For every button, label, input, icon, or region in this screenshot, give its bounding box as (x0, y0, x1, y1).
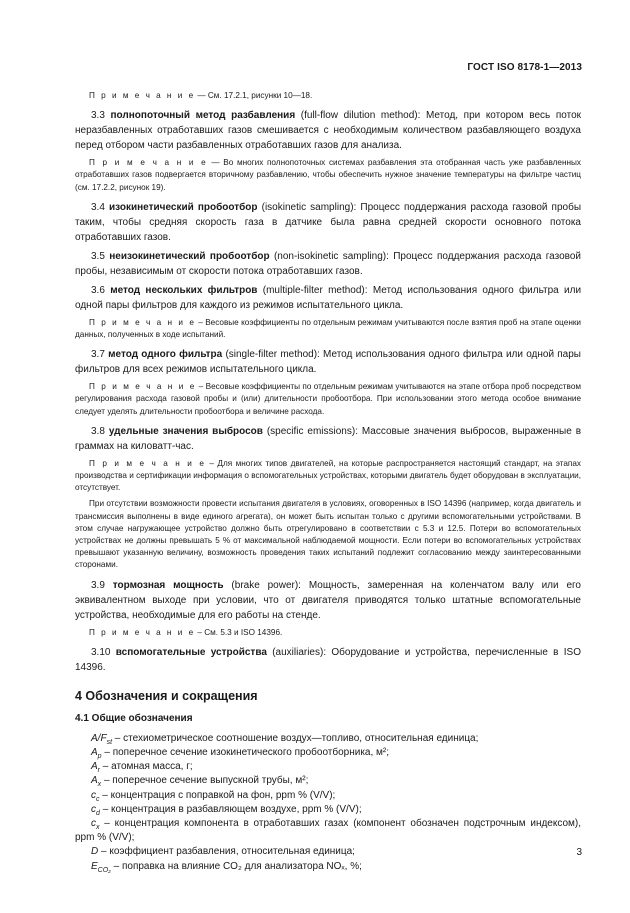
definition-number: 3.6 (91, 284, 105, 296)
symbol-item (75, 817, 581, 845)
definition-3-3 (75, 108, 581, 153)
symbol-description: – поперечное сечение выпускной трубы, м²; (103, 775, 309, 787)
symbol-item (75, 803, 581, 817)
symbol-subscript: x (97, 781, 102, 789)
definition-text: (isokinetic sampling): Процесс поддержания расхода газовой пробы таким, чтобы средняя скорость газа в датчике была равна средней скорости основного потока отработавших газов. (75, 201, 582, 243)
definition-number: 3.8 (91, 425, 105, 437)
symbol-subscript: st (106, 738, 113, 746)
definition-text: (specific emissions): Массовые значения выбросов, выраженные в граммах на киловатт-час. (75, 425, 582, 452)
definition-text: (auxiliaries): Оборудование и устройства, перечисленные в ISO 14396. (75, 646, 582, 673)
symbol-base: A (91, 747, 98, 759)
symbol-item (75, 760, 581, 774)
definition-text: (full-flow dilution method): Метод, при котором весь поток неразбавленных отработавших газов смешивается с необходимым количеством разбавляющего воздуха перед отбором части разбавленных отработавших газов для анализа. (75, 110, 582, 152)
definition-3-10 (75, 645, 581, 675)
definition-text: (brake power): Мощность, замеренная на коленчатом валу или его эквивалентном выходе при условии, что от двигателя приводятся только штатные вспомогательные устройства, необходимые для его работы на стенде. (75, 579, 581, 621)
definition-term: метод одного фильтра (108, 349, 223, 361)
page-number: 3 (576, 847, 582, 858)
note-text: – См. 5.3 и ISO 14396. (197, 627, 283, 637)
symbol-base: c (91, 818, 96, 830)
definition-term: неизокинетический пробоотбор (109, 250, 270, 262)
symbol-item (75, 789, 581, 803)
note-label: П р и м е ч а н и е (89, 317, 196, 327)
definition-3-6 (75, 283, 581, 313)
definition-number: 3.5 (91, 250, 105, 262)
symbol-base: c (91, 803, 96, 815)
symbol-subscript: c (96, 795, 100, 803)
symbol-subscript: p (97, 753, 102, 761)
symbol-list (75, 732, 581, 874)
definition-3-8 (75, 424, 581, 454)
symbol-base: A (91, 775, 98, 787)
symbol-description: – поперечное сечение изокинетического пробоотборника, м²; (104, 747, 390, 759)
note-5 (75, 458, 581, 495)
symbol-subscript: CO₂ (97, 866, 111, 874)
definition-term: удельные значения выбросов (108, 425, 263, 437)
symbol-subscript: d (96, 809, 100, 817)
definition-number: 3.9 (91, 579, 105, 591)
definition-3-7 (75, 347, 581, 377)
definition-term: вспомогательные устройства (115, 646, 267, 658)
symbol-description: – концентрация в разбавляющем воздухе, ppm % (V/V); (102, 803, 362, 815)
note-label: П р и м е ч а н и е (89, 91, 196, 100)
symbol-item (75, 732, 581, 746)
subsection-heading: 4.1 Общие обозначения (75, 712, 193, 724)
symbol-description: – атомная масса, г; (102, 761, 193, 773)
document-body (75, 90, 581, 874)
definition-term: изокинетический пробоотбор (109, 201, 258, 213)
symbol-base: E (91, 860, 98, 872)
symbol-description: – стехиометрическое соотношение воздух—топливо, относительная единица; (114, 732, 479, 744)
symbol-subscript: r (97, 767, 101, 775)
note-text: — Во многих полнопоточных системах разбавления эта отобранная часть уже разбавленных отработавших газов подвергается вторичному разбавлению, чтобы обеспечить нужное значение температуры на фильтре частиц (см. 17.2.2, рисунок 19). (75, 158, 581, 192)
note-text: – Для многих типов двигателей, на которые распространяется настоящий стандарт, на этапах производства и сертификации информация о вспомогательных устройствах, которыми двигатель будет оборудован в эксплуатации, отсутствует. (75, 458, 582, 493)
definition-text: (non-isokinetic sampling): Процесс поддержания расхода газовой пробы, независимым от скорости потока отработавших газов. (75, 250, 581, 277)
note-3 (75, 317, 581, 341)
definition-3-4 (75, 200, 581, 245)
definition-number: 3.7 (91, 349, 105, 361)
definition-3-5 (75, 249, 581, 279)
note-label: П р и м е ч а н и е (89, 382, 197, 392)
note-text: – Весовые коэффициенты по отдельным режимам учитываются на этапе отбора проб посредством регулирования расхода газовой пробы и (или) длительности пробоотбора. При использовании этого метода особое внимание следует уделять длительности пробоотбора и величине расхода. (75, 382, 581, 416)
definition-term: тормозная мощность (112, 579, 224, 591)
note-4 (75, 381, 581, 418)
symbol-item (75, 746, 581, 760)
definition-term: метод нескольких фильтров (110, 284, 258, 296)
note-text: – Весовые коэффициенты по отдельным режимам учитываются после взятия проб на этапе оценки данных, полученных в ходе испытаний. (75, 317, 581, 340)
note-2 (75, 157, 581, 194)
note-label: П р и м е ч а н и е (89, 627, 196, 637)
definition-number: 3.4 (91, 201, 105, 213)
note-1 (75, 90, 581, 102)
definition-text: (multiple-filter method): Метод использования одного фильтра или одной пары фильтров для каждого из режимов испытательного цикла. (75, 284, 582, 311)
definition-number: 3.3 (91, 110, 105, 122)
symbol-base: A (91, 761, 98, 773)
symbol-base: D (91, 846, 99, 858)
note-6 (75, 627, 581, 639)
symbol-item (75, 860, 581, 874)
symbol-description: – концентрация с поправкой на фон, ppm % (V/V); (102, 789, 336, 801)
definition-text: (single-filter method): Метод использования одного фильтра или одной пары фильтров для всех режимов испытательного цикла. (75, 349, 581, 376)
note-label: П р и м е ч а н и е (89, 158, 208, 168)
symbol-subscript: x (96, 824, 100, 832)
note-text: — См. 17.2.1, рисунки 10—18. (197, 91, 313, 100)
definition-term: полнопоточный метод разбавления (110, 110, 296, 122)
symbol-description: – поправка на влияние CO₂ для анализатора NOₓ, %; (113, 860, 362, 872)
symbol-description: – концентрация компонента в отработавших газах (компонент обозначен подстрочным индексом), ppm % (V/V); (75, 818, 582, 844)
definition-3-9 (75, 578, 581, 623)
symbol-item (75, 845, 581, 859)
symbol-base: c (91, 789, 96, 801)
symbol-description: – коэффициент разбавления, относительная единица; (101, 846, 355, 858)
note-label: П р и м е ч а н и е (89, 458, 206, 468)
note-5-continuation: При отсутствии возможности провести испытания двигателя в условиях, оговоренных в ISO 14396 (например, когда двигатель и трансмиссия выполнены в виде единого агрегата), он может быть испытан только с другими вспомогательными устройствами. В этом случае нагружающее устройство должно быть отрегулировано в соответствии с 5.3 и 12.5. Потери во вспомогательных устройствах не должны превышать 5 % от максимальной наблюдаемой мощности. Если потери во вспомогательных устройствах превышают указанную величину, возможность проведения таких испытаний подлежит согласованию между заинтересованными сторонами. (75, 499, 581, 570)
symbol-item (75, 774, 581, 788)
document-header: ГОСТ ISO 8178-1—2013 (467, 62, 582, 73)
definition-number: 3.10 (91, 646, 111, 658)
section-heading: 4 Обозначения и сокращения (75, 688, 258, 703)
symbol-base: A/F (91, 732, 107, 744)
